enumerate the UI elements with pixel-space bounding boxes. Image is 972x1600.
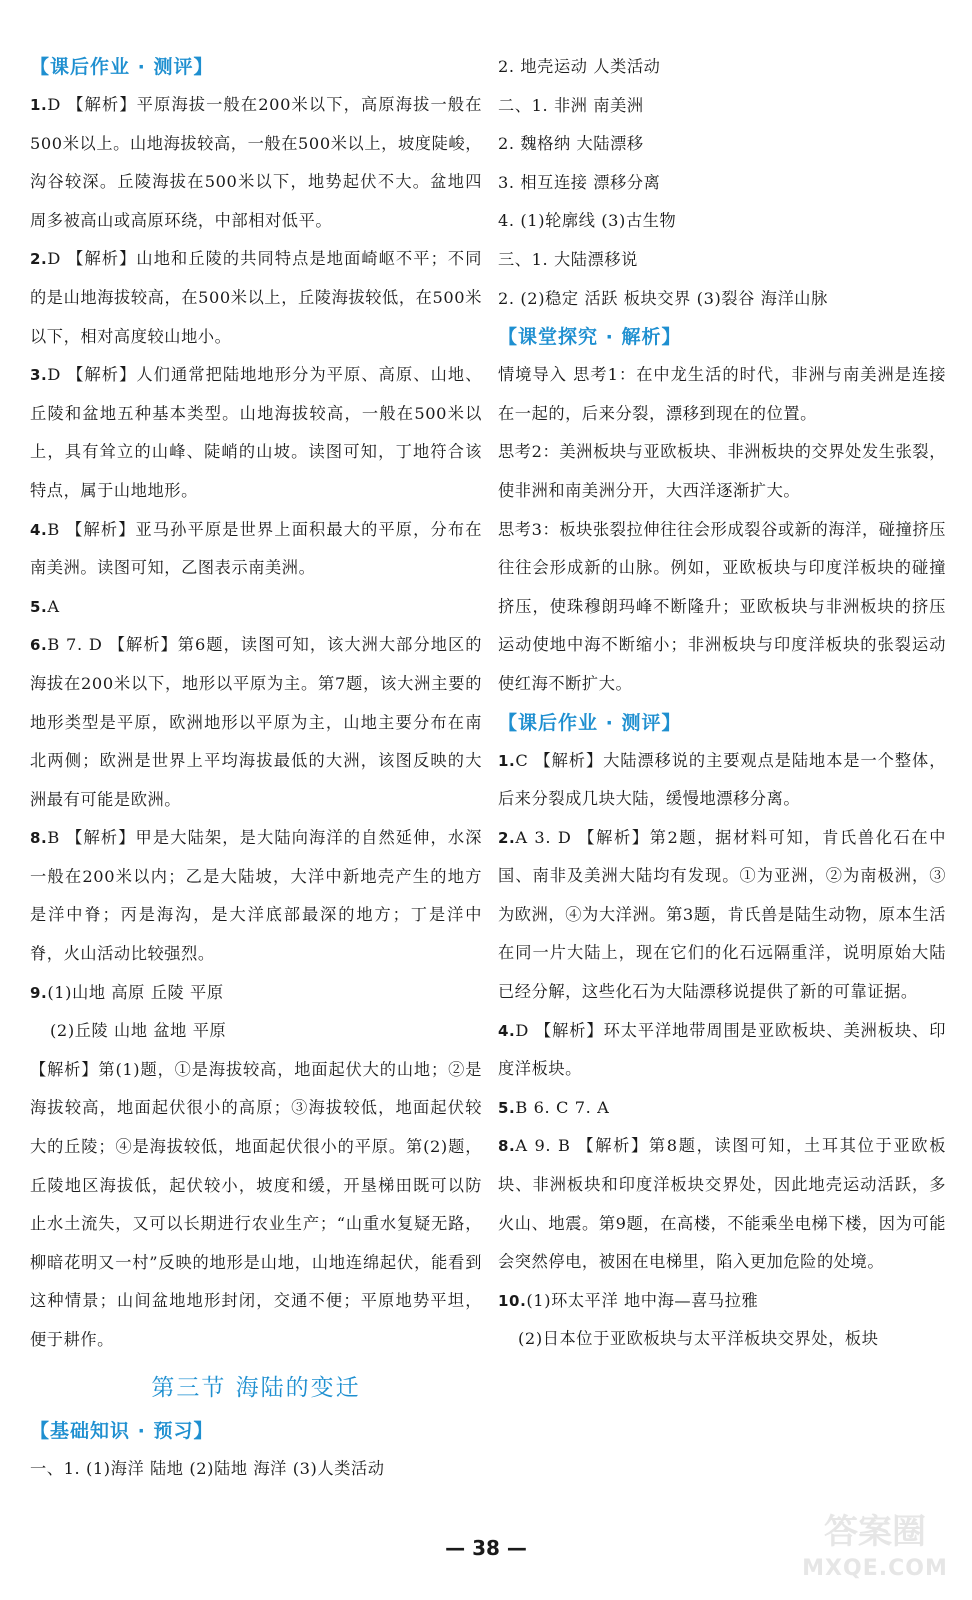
- answer-paragraph: 4.D 【解析】环太平洋地带周围是亚欧板块、美洲板块、印度洋板块。: [498, 1020, 946, 1079]
- page-number: — 38 —: [445, 1536, 527, 1560]
- inquiry-paragraph: 思考3：板块张裂拉伸往往会形成裂谷或新的海洋，碰撞挤压往往会形成新的山脉。例如，亚欧板块与印度洋板块的碰撞挤压，使珠穆朗玛峰不断隆升；亚欧板块与非洲板块的挤压运动使地中海不断缩小；非洲板块与印度洋板块的张裂运动使红海不断扩大。: [498, 519, 946, 693]
- right-column: [498, 48, 946, 1359]
- answer-line: 4. (1)轮廓线 (3)古生物: [498, 211, 677, 231]
- answer-line: 二、1. 非洲 南美洲: [498, 95, 644, 115]
- answer-line: 一、1. (1)海洋 陆地 (2)陆地 海洋 (3)人类活动: [30, 1458, 385, 1478]
- answer-line: (2)丘陵 山地 盆地 平原: [50, 1021, 227, 1041]
- analysis-paragraph: 【解析】第(1)题，①是海拔较高，地面起伏大的山地；②是海拔较高，地面起伏很小的高原；③海拔较低，地面起伏较大的丘陵；④是海拔较低，地面起伏很小的平原。第(2)题，丘陵地区海拔低，起伏较小，坡度和缓，开垦梯田既可以防止水土流失，又可以长期进行农业生产；“山重水复疑无路，柳暗花明又一村”反映的地形是山地，山地连绵起伏，能看到这种情景；山间盆地地形封闭，交通不便；平原地势平坦，便于耕作。: [30, 1059, 482, 1349]
- answer-line: (2)日本位于亚欧板块与太平洋板块交界处，板块: [518, 1329, 879, 1349]
- watermark-logo: [800, 1508, 950, 1588]
- inquiry-paragraph: 情境导入 思考1：在中龙生活的时代，非洲与南美洲是连接在一起的，后来分裂，漂移到现在的位置。: [498, 365, 946, 423]
- answer-paragraph: 8.A 9. B 【解析】第8题，读图可知，土耳其位于亚欧板块、非洲板块和印度洋板块交界处，因此地壳运动活跃，多火山、地震。第9题，在高楼，不能乘坐电梯下楼，因为可能会突然停电，被困在电梯里，陷入更加危险的处境。: [498, 1136, 946, 1272]
- answer-paragraph: 4.B 【解析】亚马孙平原是世界上面积最大的平原，分布在南美洲。读图可知，乙图表示南美洲。: [30, 519, 482, 578]
- section-heading-inquiry: 【课堂探究 · 解析】: [498, 326, 682, 349]
- answer-paragraph: 2.D 【解析】山地和丘陵的共同特点是地面崎岖不平；不同的是山地海拔较高，在500米以上，丘陵海拔较低，在500米以下，相对高度较山地小。: [30, 249, 482, 346]
- section-heading-homework: 【课后作业 · 测评】: [30, 56, 214, 78]
- answer-paragraph: 3.D 【解析】人们通常把陆地地形分为平原、高原、山地、丘陵和盆地五种基本类型。山地海拔较高，一般在500米以上，具有耸立的山峰、陡峭的山坡。读图可知，丁地符合该特点，属于山地地形。: [30, 365, 482, 500]
- answer-paragraph: 1.C 【解析】大陆漂移说的主要观点是陆地本是一个整体，后来分裂成几块大陆，缓慢地漂移分离。: [498, 750, 946, 809]
- answer-line: 2. 地壳运动 人类活动: [498, 57, 661, 76]
- answer-paragraph: 5.B 6. C 7. A: [498, 1097, 610, 1117]
- answer-paragraph: 8.B 【解析】甲是大陆架，是大陆向海洋的自然延伸，水深一般在200米以内；乙是大陆坡，大洋中新地壳产生的地方是洋中脊；丙是海沟，是大洋底部最深的地方；丁是洋中脊，火山活动比较强烈。: [30, 828, 482, 964]
- answer-paragraph: 1.D 【解析】平原海拔一般在200米以下，高原海拔一般在500米以上。山地海拔较高，一般在500米以上，坡度陡峻，沟谷较深。丘陵海拔在500米以下，地势起伏不大。盆地四周多被高山或高原环绕，中部相对低平。: [30, 95, 482, 230]
- inquiry-paragraph: 思考2：美洲板块与亚欧板块、非洲板块的交界处发生张裂，使非洲和南美洲分开，大西洋逐渐扩大。: [498, 442, 946, 500]
- chapter-title: 第三节 海陆的变迁: [151, 1374, 361, 1401]
- answer-paragraph: 2.A 3. D 【解析】第2题，据材料可知，肯氏兽化石在中国、南非及美洲大陆均有发现。①为亚洲，②为南极洲，③为欧洲，④为大洋洲。第3题，肯氏兽是陆生动物，原本生活在同一片大陆上，现在它们的化石远隔重洋，说明原始大陆已经分解，这些化石为大陆漂移说提供了新的可靠证据。: [498, 827, 946, 1002]
- watermark-url: MXQE.COM: [802, 1556, 948, 1581]
- left-column: [30, 48, 482, 1488]
- answer-line: 2. (2)稳定 活跃 板块交界 (3)裂谷 海洋山脉: [498, 288, 828, 308]
- section-heading-basics: 【基础知识 · 预习】: [30, 1419, 214, 1442]
- watermark-text: 答案圈: [824, 1512, 926, 1552]
- section-heading-homework: 【课后作业 · 测评】: [498, 711, 682, 734]
- answer-paragraph: 10.(1)环太平洋 地中海—喜马拉雅: [498, 1290, 759, 1310]
- answer-line: 三、1. 大陆漂移说: [498, 249, 638, 269]
- answer-paragraph: 5.A: [30, 596, 60, 616]
- answer-paragraph: 6.B 7. D 【解析】第6题，读图可知，该大洲大部分地区的海拔在200米以下，地形以平原为主。第7题，该大洲主要的地形类型是平原，欧洲地形以平原为主，山地主要分布在南北两侧；欧洲是世界上平均海拔最低的大洲，该图反映的大洲最有可能是欧洲。: [30, 635, 482, 809]
- answer-paragraph: 9.(1)山地 高原 丘陵 平原: [30, 982, 224, 1002]
- answer-line: 2. 魏格纳 大陆漂移: [498, 134, 644, 154]
- answer-line: 3. 相互连接 漂移分离: [498, 172, 661, 192]
